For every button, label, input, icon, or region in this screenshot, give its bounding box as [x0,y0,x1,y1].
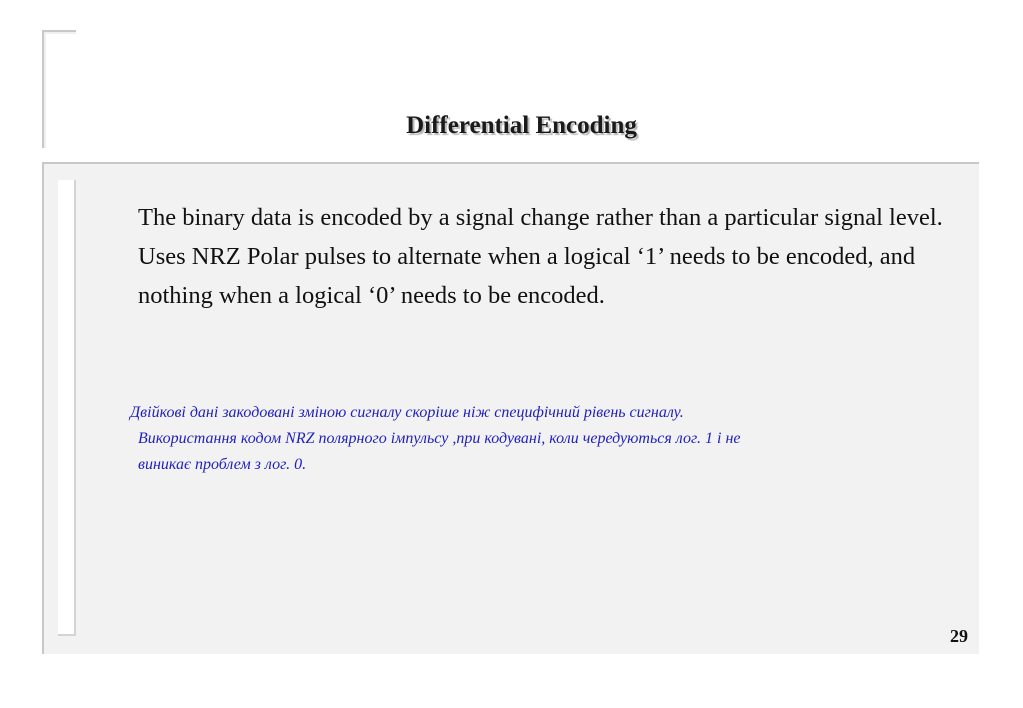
page-number: 29 [950,626,968,646]
translation-text [130,400,970,478]
translation-line: Двійкові дані закодовані зміною сигналу скоріше ніж специфічний рівень сигналу. [130,404,684,421]
body-text: The binary data is encoded by a signal change rather than a particular signal level. Uses NRZ Polar pulses to alternate when a logical ‘1’ needs to be encoded, and nothing when a logical ‘0’ needs to be encoded. [138,204,943,309]
slide-title: Differential Encoding [406,112,637,139]
translation-line: Використання кодом NRZ полярного імпульсу ,при кодувані, коли чередуються лог. 1 і не [138,430,741,447]
translation-line: виникає проблем з лог. 0. [138,456,307,473]
content-panel-strip [58,180,76,636]
